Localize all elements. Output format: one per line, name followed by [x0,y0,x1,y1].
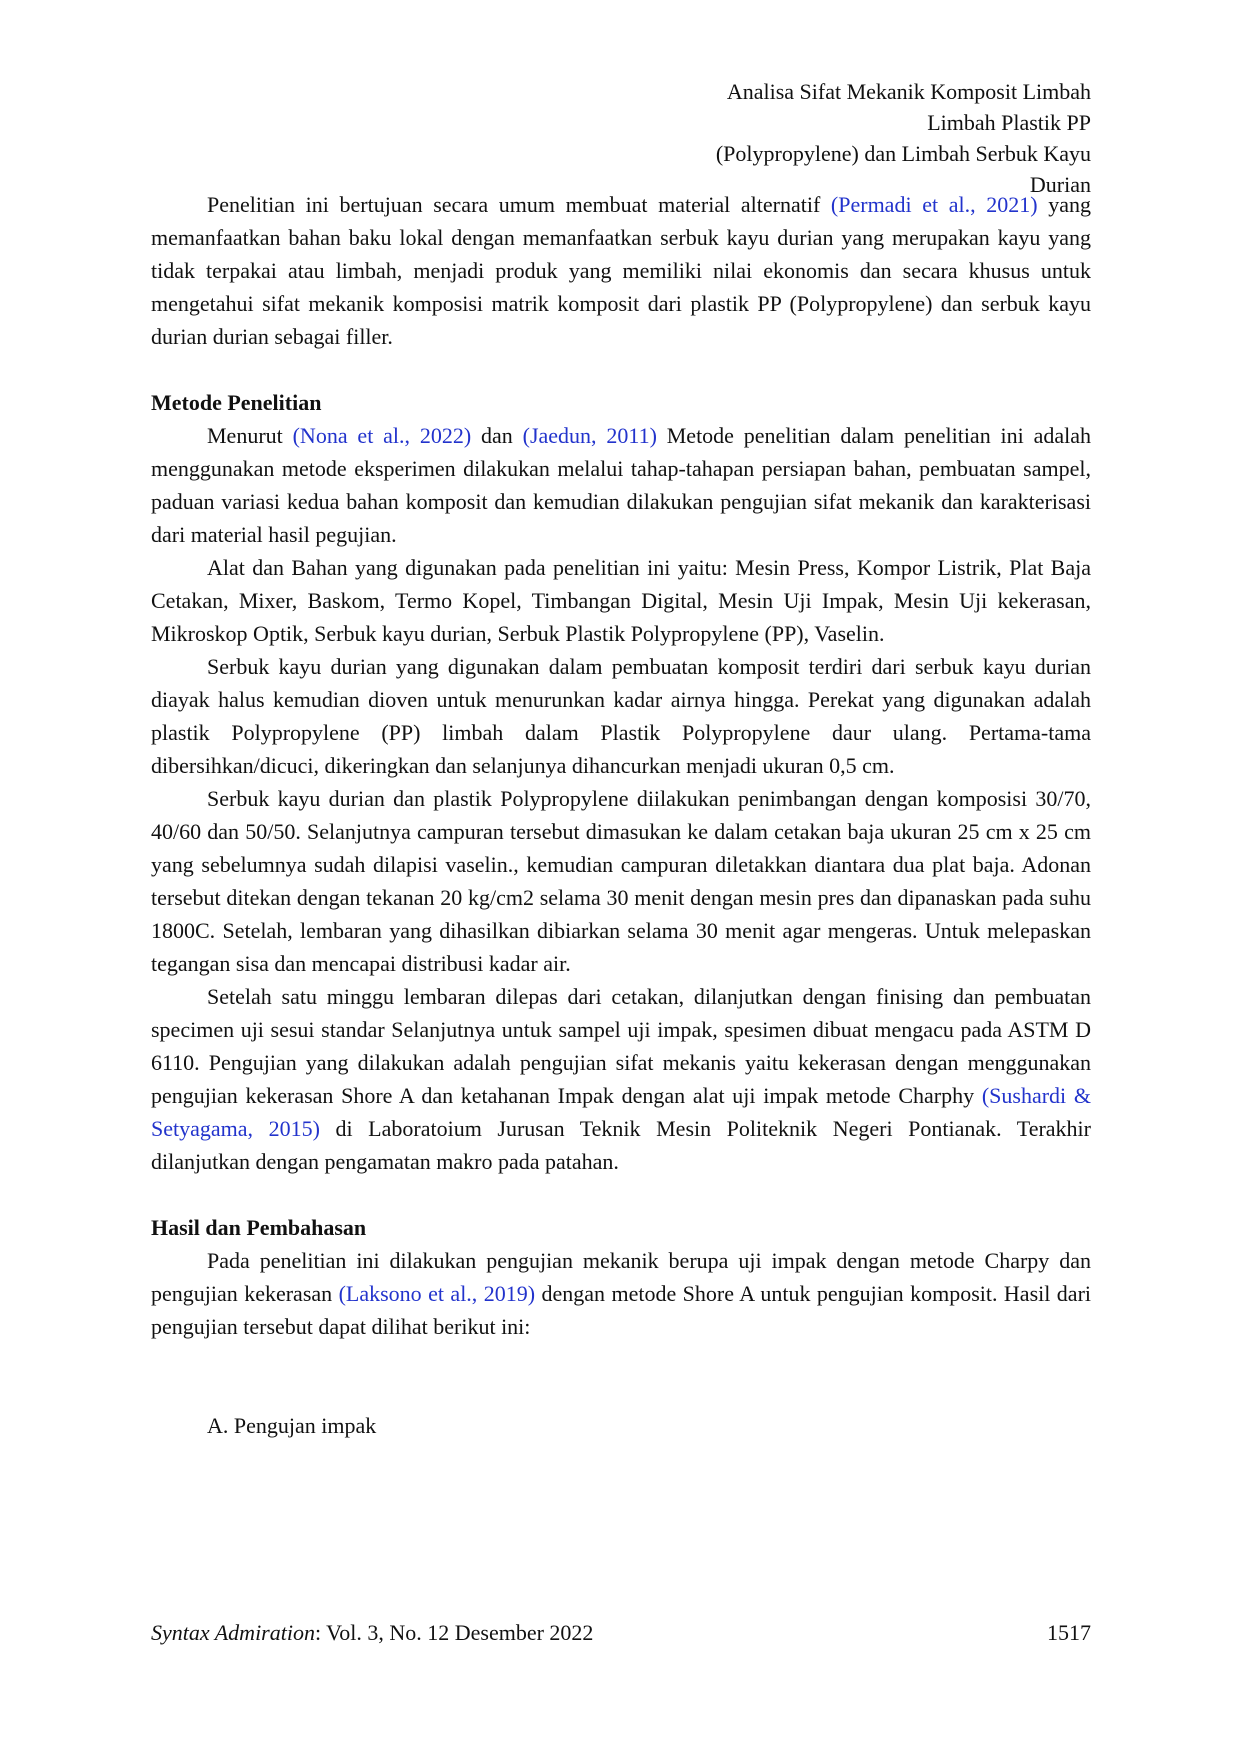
running-head-line-2: (Polypropylene) dan Limbah Serbuk Kayu Durian [715,141,1091,197]
text-run: Setelah satu minggu lembaran dilepas dari cetakan, dilanjutkan dengan finising dan pembuatan specimen uji sesui standar Selanjutnya untuk sampel uji impak, spesimen dibuat mengacu pada ASTM D 6110. Pengujian yang dilakukan adalah pengujian sifat mekanis yaitu kekerasan dengan menggunakan pengujian kekerasan Shore A dan ketahanan Impak dengan alat uji impak metode Charphy [151,984,1091,1108]
spacer [151,1178,1091,1211]
subsection-heading-impak: A. Pengujan impak [207,1413,377,1438]
metode-paragraph-4: Serbuk kayu durian dan plastik Polypropylene diilakukan penimbangan dengan komposisi 30/70, 40/60 dan 50/50. Selanjutnya campuran tersebut dimasukan ke dalam cetakan baja ukuran 25 cm x 25 cm yang sebelumnya sudah dilapisi vaselin., kemudian campuran diletakkan diantara dua plat baja. Adonan tersebut ditekan dengan tekanan 20 kg/cm2 selama 30 menit dengan mesin pres dan dipanaskan pada suhu 1800C. Setelah, lembaran yang dihasilkan dibiarkan selama 30 menit agar mengeras. Untuk melepaskan tegangan sisa dan mencapai distribusi kadar air. [151,786,1091,976]
running-head-line-1: Analisa Sifat Mekanik Komposit Limbah Limbah Plastik PP [726,79,1091,135]
running-head [700,76,1091,200]
section-heading-hasil: Hasil dan Pembahasan [151,1215,367,1240]
text-run: Pada penelitian ini dilakukan pengujian mekanik berupa uji impak dengan metode Charpy dan pengujian kekerasan [151,1248,1091,1306]
text-run: di Laboratoium Jurusan Teknik Mesin Politeknik Negeri Pontianak. Terakhir dilanjutkan dengan pengamatan makro pada patahan. [151,1116,1091,1174]
metode-paragraph-5 [151,980,1091,1178]
hasil-paragraph-1 [151,1244,1091,1343]
citation-link[interactable]: (Laksono et al., 2019) [338,1281,536,1306]
spacer [151,1343,1091,1409]
spacer [151,353,1091,386]
citation-link[interactable]: (Jaedun, 2011) [522,423,657,448]
metode-paragraph-2: Alat dan Bahan yang digunakan pada penelitian ini yaitu: Mesin Press, Kompor Listrik, Plat Baja Cetakan, Mixer, Baskom, Termo Kopel, Timbangan Digital, Mesin Uji Impak, Mesin Uji kekerasan, Mikroskop Optik, Serbuk kayu durian, Serbuk Plastik Polypropylene (PP), Vaselin. [151,555,1091,646]
citation-link[interactable]: (Nona et al., 2022) [292,423,472,448]
journal-name: Syntax Admiration [151,1620,315,1645]
article-body [151,188,1091,1442]
text-run: dan [471,423,523,448]
metode-paragraph-3: Serbuk kayu durian yang digunakan dalam pembuatan komposit terdiri dari serbuk kayu durian diayak halus kemudian dioven untuk menurunkan kadar airnya hingga. Perekat yang digunakan adalah plastik Polypropylene (PP) limbah dalam Plastik Polypropylene daur ulang. Pertama-tama dibersihkan/dicuci, dikeringkan dan selanjunya dihancurkan menjadi ukuran 0,5 cm. [151,654,1091,778]
text-run: yang memanfaatkan bahan baku lokal dengan memanfaatkan serbuk kayu durian yang merupakan kayu yang tidak terpakai atau limbah, menjadi produk yang memiliki nilai ekonomis dan secara khusus untuk mengetahui sifat mekanik komposisi matrik komposit dari plastik PP (Polypropylene) dan serbuk kayu durian durian sebagai filler. [151,192,1091,349]
text-run: Penelitian ini bertujuan secara umum membuat material alternatif [207,192,831,217]
citation-link[interactable]: (Permadi et al., 2021) [830,192,1038,217]
page-footer [151,1618,1091,1648]
footer-citation [151,1618,593,1648]
metode-paragraph-1 [151,419,1091,551]
text-run: dengan metode Shore A untuk pengujian komposit. Hasil dari pengujian tersebut dapat dilihat berikut ini: [151,1281,1092,1339]
citation-link[interactable]: (Sushardi & Setyagama, 2015) [151,1083,1091,1141]
journal-issue: : Vol. 3, No. 12 Desember 2022 [314,1620,594,1645]
text-run: Menurut [207,423,293,448]
intro-paragraph [151,188,1091,353]
section-heading-metode: Metode Penelitian [151,390,322,415]
page-number: 1517 [1047,1620,1091,1645]
text-run: Metode penelitian dalam penelitian ini adalah menggunakan metode eksperimen dilakukan melalui tahap-tahapan persiapan bahan, pembuatan sampel, paduan variasi kedua bahan komposit dan kemudian dilakukan pengujian sifat mekanik dan karakterisasi dari material hasil pegujian. [151,423,1092,547]
